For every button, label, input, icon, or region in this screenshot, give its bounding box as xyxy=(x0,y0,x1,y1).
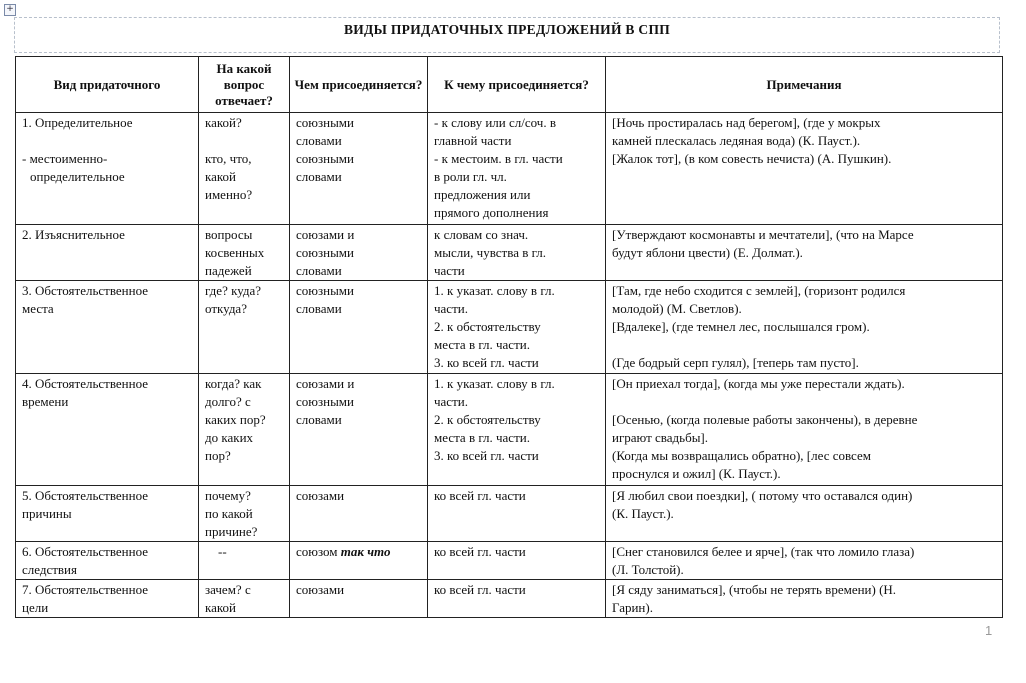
cell-notes: [Он приехал тогда], (когда мы уже перестали ждать). [Осенью, (когда полевые работы закончены), в деревне играют свадьбы]. (Когда мы возвращались обратно), [лес совсем проснулся и ожил] (К. Пауст.). xyxy=(606,374,1003,486)
cell-joiner: союзами xyxy=(290,486,428,542)
header-type: Вид придаточного xyxy=(16,57,199,113)
cell-type: 7. Обстоятельственное цели xyxy=(16,580,199,618)
cell-attach: - к слову или сл/соч. в главной части - к местоим. в гл. части в роли гл. чл. предложения или прямого дополнения xyxy=(428,113,606,225)
cell-notes: [Утверждают космонавты и мечтатели], (что на Марсе будут яблони цвести) (Е. Долмат.). xyxy=(606,225,1003,281)
cell-question: -- xyxy=(199,542,290,580)
document-title: ВИДЫ ПРИДАТОЧНЫХ ПРЕДЛОЖЕНИЙ В СПП xyxy=(343,22,671,37)
cell-question: почему? по какой причине? xyxy=(199,486,290,542)
cell-notes: [Там, где небо сходится с землей], (горизонт родился молодой) (М. Светлов). [Вдалеке], (где темнел лес, послышался гром). (Где бодрый серп гулял), [теперь там пусто]. xyxy=(606,281,1003,374)
cell-question: когда? как долго? с каких пор? до каких пор? xyxy=(199,374,290,486)
cell-question: какой? кто, что, какой именно? xyxy=(199,113,290,225)
cell-question: где? куда? откуда? xyxy=(199,281,290,374)
cell-notes: [Ночь простиралась над берегом], (где у мокрых камней плескалась ледяная вода) (К. Пауст.). [Жалок тот], (в ком совесть нечиста) (А. Пушкин). xyxy=(606,113,1003,225)
header-notes: Примечания xyxy=(606,57,1003,113)
cell-notes: [Снег становился белее и ярче], (так что ломило глаза) (Л. Толстой). xyxy=(606,542,1003,580)
cell-joiner: союзными словами xyxy=(290,281,428,374)
cell-type: 4. Обстоятельственное времени xyxy=(16,374,199,486)
joiner-emphasis: так что xyxy=(340,544,391,559)
cell-question: вопросы косвенных падежей xyxy=(199,225,290,281)
cell-type: 1. Определительное - местоименно- определительное xyxy=(16,113,199,225)
table-row xyxy=(16,281,1003,374)
table-row xyxy=(16,486,1003,542)
title-frame xyxy=(14,17,1000,53)
cell-attach: ко всей гл. части xyxy=(428,580,606,618)
cell-joiner: союзами и союзными словами xyxy=(290,225,428,281)
cell-question: зачем? с какой xyxy=(199,580,290,618)
header-joiner: Чем присоединяется? xyxy=(290,57,428,113)
cell-joiner: союзами и союзными словами xyxy=(290,374,428,486)
cell-type: 5. Обстоятельственное причины xyxy=(16,486,199,542)
table-row xyxy=(16,113,1003,225)
cell-type: 3. Обстоятельственное места xyxy=(16,281,199,374)
table-row xyxy=(16,374,1003,486)
cell-type: 6. Обстоятельственное следствия xyxy=(16,542,199,580)
header-row xyxy=(16,57,1003,113)
table-row xyxy=(16,225,1003,281)
page-number: 1 xyxy=(985,623,993,638)
cell-attach: ко всей гл. части xyxy=(428,486,606,542)
cell-notes: [Я любил свои поездки], ( потому что оставался один) (К. Пауст.). xyxy=(606,486,1003,542)
header-attach: К чему присоединяется? xyxy=(428,57,606,113)
cell-notes: [Я сяду заниматься], (чтобы не терять времени) (Н. Гарин). xyxy=(606,580,1003,618)
table-row xyxy=(16,542,1003,580)
cell-attach: 1. к указат. слову в гл. части. 2. к обстоятельству места в гл. части. 3. ко всей гл. части xyxy=(428,374,606,486)
move-table-icon[interactable]: + xyxy=(4,4,16,16)
cell-type: 2. Изъяснительное xyxy=(16,225,199,281)
cell-attach: ко всей гл. части xyxy=(428,542,606,580)
cell-joiner: союзом так что xyxy=(290,542,428,580)
cell-joiner: союзами xyxy=(290,580,428,618)
cell-attach: 1. к указат. слову в гл. части. 2. к обстоятельству места в гл. части. 3. ко всей гл. части xyxy=(428,281,606,374)
clauses-table xyxy=(15,56,1003,618)
cell-joiner: союзными словами союзными словами xyxy=(290,113,428,225)
header-question: На какой вопрос отвечает? xyxy=(199,57,290,113)
table-row xyxy=(16,580,1003,618)
cell-attach: к словам со знач. мысли, чувства в гл. части xyxy=(428,225,606,281)
